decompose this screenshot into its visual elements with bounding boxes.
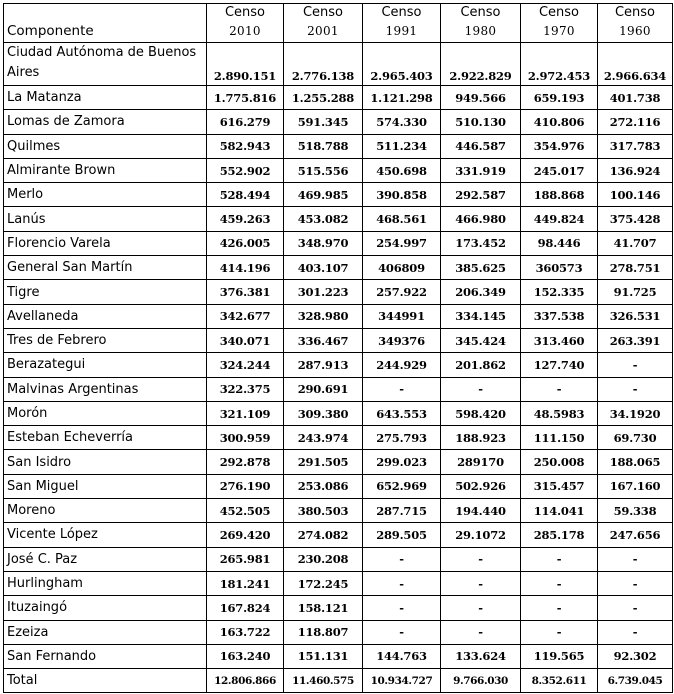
population-value: 167.824 (207, 596, 284, 620)
population-value: 300.959 (207, 426, 284, 450)
component-name: Moreno (4, 499, 207, 523)
population-value: 253.086 (284, 474, 363, 498)
population-value: 385.625 (441, 256, 521, 280)
population-value: 2.890.151 (207, 43, 284, 86)
population-value: 582.943 (207, 134, 284, 158)
component-name: San Isidro (4, 450, 207, 474)
population-value: 949.566 (441, 86, 521, 110)
population-value: 269.420 (207, 523, 284, 547)
population-value: 136.924 (598, 158, 673, 182)
population-value: 326.531 (598, 304, 673, 328)
population-value: 344991 (363, 304, 441, 328)
population-value: 2.776.138 (284, 43, 363, 86)
population-value: 510.130 (441, 110, 521, 134)
table-row (4, 134, 673, 158)
component-name: Lanús (4, 207, 207, 231)
population-value: 380.503 (284, 499, 363, 523)
population-value: 289.505 (363, 523, 441, 547)
census-population-table (3, 3, 673, 693)
table-row (4, 644, 673, 668)
population-value: 511.234 (363, 134, 441, 158)
population-value: - (521, 571, 598, 595)
table-row (4, 280, 673, 304)
table-row (4, 304, 673, 328)
population-value: - (521, 377, 598, 401)
population-value: 301.223 (284, 280, 363, 304)
population-value: 11.460.575 (284, 669, 363, 693)
population-value: 453.082 (284, 207, 363, 231)
population-value: 450.698 (363, 158, 441, 182)
population-value: 98.446 (521, 231, 598, 255)
header-census-year: 1970 (543, 24, 575, 38)
population-value: 290.691 (284, 377, 363, 401)
header-census-1960 (598, 4, 673, 43)
population-value: 8.352.611 (521, 669, 598, 693)
population-value: - (598, 377, 673, 401)
population-value: 167.160 (598, 474, 673, 498)
population-value: 446.587 (441, 134, 521, 158)
population-value: 250.008 (521, 450, 598, 474)
population-value: 254.997 (363, 231, 441, 255)
population-value: 406809 (363, 256, 441, 280)
population-value: 272.116 (598, 110, 673, 134)
population-value: 276.190 (207, 474, 284, 498)
population-value: 69.730 (598, 426, 673, 450)
population-value: 1.121.298 (363, 86, 441, 110)
population-value: 1.775.816 (207, 86, 284, 110)
population-value: 100.146 (598, 183, 673, 207)
population-value: 152.335 (521, 280, 598, 304)
population-value: 2.972.453 (521, 43, 598, 86)
component-name: Ituzaingó (4, 596, 207, 620)
population-value: - (598, 353, 673, 377)
population-value: - (441, 377, 521, 401)
population-value: 114.041 (521, 499, 598, 523)
population-value: 118.807 (284, 620, 363, 644)
population-value: 265.981 (207, 547, 284, 571)
component-name: Almirante Brown (4, 158, 207, 182)
component-name: Tres de Febrero (4, 328, 207, 352)
population-value: 469.985 (284, 183, 363, 207)
population-value: 287.715 (363, 499, 441, 523)
header-census-label: Censo (381, 5, 422, 20)
population-value: 2.966.634 (598, 43, 673, 86)
population-value: 194.440 (441, 499, 521, 523)
population-value: 349376 (363, 328, 441, 352)
table-row (4, 426, 673, 450)
table-row (4, 43, 673, 86)
population-value: 466.980 (441, 207, 521, 231)
population-value: 337.538 (521, 304, 598, 328)
population-value: 449.824 (521, 207, 598, 231)
table-row (4, 183, 673, 207)
population-value: 1.255.288 (284, 86, 363, 110)
population-value: 287.913 (284, 353, 363, 377)
population-value: 390.858 (363, 183, 441, 207)
component-name: La Matanza (4, 86, 207, 110)
population-value: 244.929 (363, 353, 441, 377)
population-value: 151.131 (284, 644, 363, 668)
population-value: 459.263 (207, 207, 284, 231)
table-row (4, 256, 673, 280)
table-body (4, 43, 673, 693)
population-value: - (363, 620, 441, 644)
population-value: 414.196 (207, 256, 284, 280)
population-value: 158.121 (284, 596, 363, 620)
population-value: 616.279 (207, 110, 284, 134)
population-value: 6.739.045 (598, 669, 673, 693)
header-census-label: Censo (302, 5, 344, 20)
population-value: 426.005 (207, 231, 284, 255)
population-value: 133.624 (441, 644, 521, 668)
population-value: 111.150 (521, 426, 598, 450)
population-value: 334.145 (441, 304, 521, 328)
population-value: 257.922 (363, 280, 441, 304)
component-name: Merlo (4, 183, 207, 207)
population-value: 518.788 (284, 134, 363, 158)
population-value: 292.587 (441, 183, 521, 207)
header-census-1991 (363, 4, 441, 43)
population-value: - (441, 596, 521, 620)
header-componente: Componente (4, 4, 207, 43)
component-name: Lomas de Zamora (4, 110, 207, 134)
population-value: - (598, 571, 673, 595)
population-value: 403.107 (284, 256, 363, 280)
table-row (4, 353, 673, 377)
population-value: 328.980 (284, 304, 363, 328)
population-value: 375.428 (598, 207, 673, 231)
population-value: 127.740 (521, 353, 598, 377)
population-value: - (363, 571, 441, 595)
population-value: 12.806.866 (207, 669, 284, 693)
population-value: 659.193 (521, 86, 598, 110)
population-value: 502.926 (441, 474, 521, 498)
population-value: 278.751 (598, 256, 673, 280)
population-value: - (598, 547, 673, 571)
population-value: 289170 (441, 450, 521, 474)
table-row (4, 499, 673, 523)
population-value: 163.722 (207, 620, 284, 644)
population-value: 34.1920 (598, 401, 673, 425)
population-value: 285.178 (521, 523, 598, 547)
population-value: 206.349 (441, 280, 521, 304)
population-value: 144.763 (363, 644, 441, 668)
population-value: - (521, 620, 598, 644)
population-value: 315.457 (521, 474, 598, 498)
component-name: San Miguel (4, 474, 207, 498)
table-total-row (4, 669, 673, 693)
table-row (4, 207, 673, 231)
population-value: - (363, 596, 441, 620)
component-name: Ciudad Autónoma de Buenos Aires (4, 43, 207, 86)
table-row (4, 86, 673, 110)
population-value: 528.494 (207, 183, 284, 207)
table-row (4, 401, 673, 425)
population-value: 574.330 (363, 110, 441, 134)
population-value: 48.5983 (521, 401, 598, 425)
population-value: 188.868 (521, 183, 598, 207)
population-value: 91.725 (598, 280, 673, 304)
component-name: Total (4, 669, 207, 693)
component-name: Malvinas Argentinas (4, 377, 207, 401)
component-name: San Fernando (4, 644, 207, 668)
table-header-row (4, 4, 673, 43)
table-row (4, 596, 673, 620)
population-value: 331.919 (441, 158, 521, 182)
component-name: Ezeiza (4, 620, 207, 644)
component-name: José C. Paz (4, 547, 207, 571)
population-value: 92.302 (598, 644, 673, 668)
population-value: 243.974 (284, 426, 363, 450)
population-value: 59.338 (598, 499, 673, 523)
population-value: 201.862 (441, 353, 521, 377)
population-value: 354.976 (521, 134, 598, 158)
component-name: Florencio Varela (4, 231, 207, 255)
population-value: 163.240 (207, 644, 284, 668)
population-value: 9.766.030 (441, 669, 521, 693)
population-value: 291.505 (284, 450, 363, 474)
population-value: 247.656 (598, 523, 673, 547)
header-census-label: Censo (224, 5, 266, 20)
population-value: 245.017 (521, 158, 598, 182)
table-row (4, 231, 673, 255)
population-value: 342.677 (207, 304, 284, 328)
table-row (4, 110, 673, 134)
component-name: Berazategui (4, 353, 207, 377)
component-name: Vicente López (4, 523, 207, 547)
population-value: 292.878 (207, 450, 284, 474)
population-value: 324.244 (207, 353, 284, 377)
table-row (4, 523, 673, 547)
population-value: - (521, 547, 598, 571)
population-value: 263.391 (598, 328, 673, 352)
population-value: 410.806 (521, 110, 598, 134)
population-value: 452.505 (207, 499, 284, 523)
population-value: 119.565 (521, 644, 598, 668)
population-value: 552.902 (207, 158, 284, 182)
population-value: 360573 (521, 256, 598, 280)
table-row (4, 328, 673, 352)
population-value: 41.707 (598, 231, 673, 255)
component-name: Tigre (4, 280, 207, 304)
component-name: Hurlingham (4, 571, 207, 595)
population-value: 317.783 (598, 134, 673, 158)
population-value: - (598, 596, 673, 620)
table-row (4, 450, 673, 474)
population-value: 321.109 (207, 401, 284, 425)
population-value: 188.065 (598, 450, 673, 474)
population-value: 515.556 (284, 158, 363, 182)
header-census-year: 2001 (307, 24, 339, 38)
population-value: 591.345 (284, 110, 363, 134)
header-census-label: Censo (538, 5, 580, 20)
population-value: - (521, 596, 598, 620)
component-name: General San Martín (4, 256, 207, 280)
population-value: - (363, 377, 441, 401)
component-name: Avellaneda (4, 304, 207, 328)
population-value: 401.738 (598, 86, 673, 110)
population-value: 188.923 (441, 426, 521, 450)
header-census-year: 1991 (385, 24, 418, 38)
population-value: - (441, 571, 521, 595)
table-row (4, 547, 673, 571)
population-value: 336.467 (284, 328, 363, 352)
header-census-year: 1980 (464, 24, 497, 38)
population-value: - (441, 620, 521, 644)
component-name: Quilmes (4, 134, 207, 158)
population-value: 10.934.727 (363, 669, 441, 693)
population-value: - (363, 547, 441, 571)
header-census-1970 (521, 4, 598, 43)
header-census-label: Censo (460, 5, 501, 20)
table-row (4, 571, 673, 595)
header-census-label: Censo (614, 5, 656, 20)
table-row (4, 158, 673, 182)
population-value: 652.969 (363, 474, 441, 498)
population-value: 275.793 (363, 426, 441, 450)
population-value: 2.922.829 (441, 43, 521, 86)
population-value: 598.420 (441, 401, 521, 425)
population-value: - (441, 547, 521, 571)
population-value: 274.082 (284, 523, 363, 547)
component-name: Esteban Echeverría (4, 426, 207, 450)
population-value: 299.023 (363, 450, 441, 474)
header-census-1980 (441, 4, 521, 43)
table-row (4, 620, 673, 644)
population-value: 468.561 (363, 207, 441, 231)
population-value: 643.553 (363, 401, 441, 425)
population-value: 29.1072 (441, 523, 521, 547)
header-census-2001 (284, 4, 363, 43)
header-census-year: 1960 (619, 24, 651, 38)
population-value: 2.965.403 (363, 43, 441, 86)
table-row (4, 377, 673, 401)
population-value: 376.381 (207, 280, 284, 304)
population-value: 348.970 (284, 231, 363, 255)
population-value: 309.380 (284, 401, 363, 425)
population-value: 345.424 (441, 328, 521, 352)
population-value: 340.071 (207, 328, 284, 352)
header-census-year: 2010 (229, 24, 261, 38)
header-census-2010 (207, 4, 284, 43)
population-value: - (598, 620, 673, 644)
component-name: Morón (4, 401, 207, 425)
population-value: 173.452 (441, 231, 521, 255)
population-value: 172.245 (284, 571, 363, 595)
population-value: 181.241 (207, 571, 284, 595)
table-row (4, 474, 673, 498)
population-value: 322.375 (207, 377, 284, 401)
population-value: 230.208 (284, 547, 363, 571)
population-value: 313.460 (521, 328, 598, 352)
